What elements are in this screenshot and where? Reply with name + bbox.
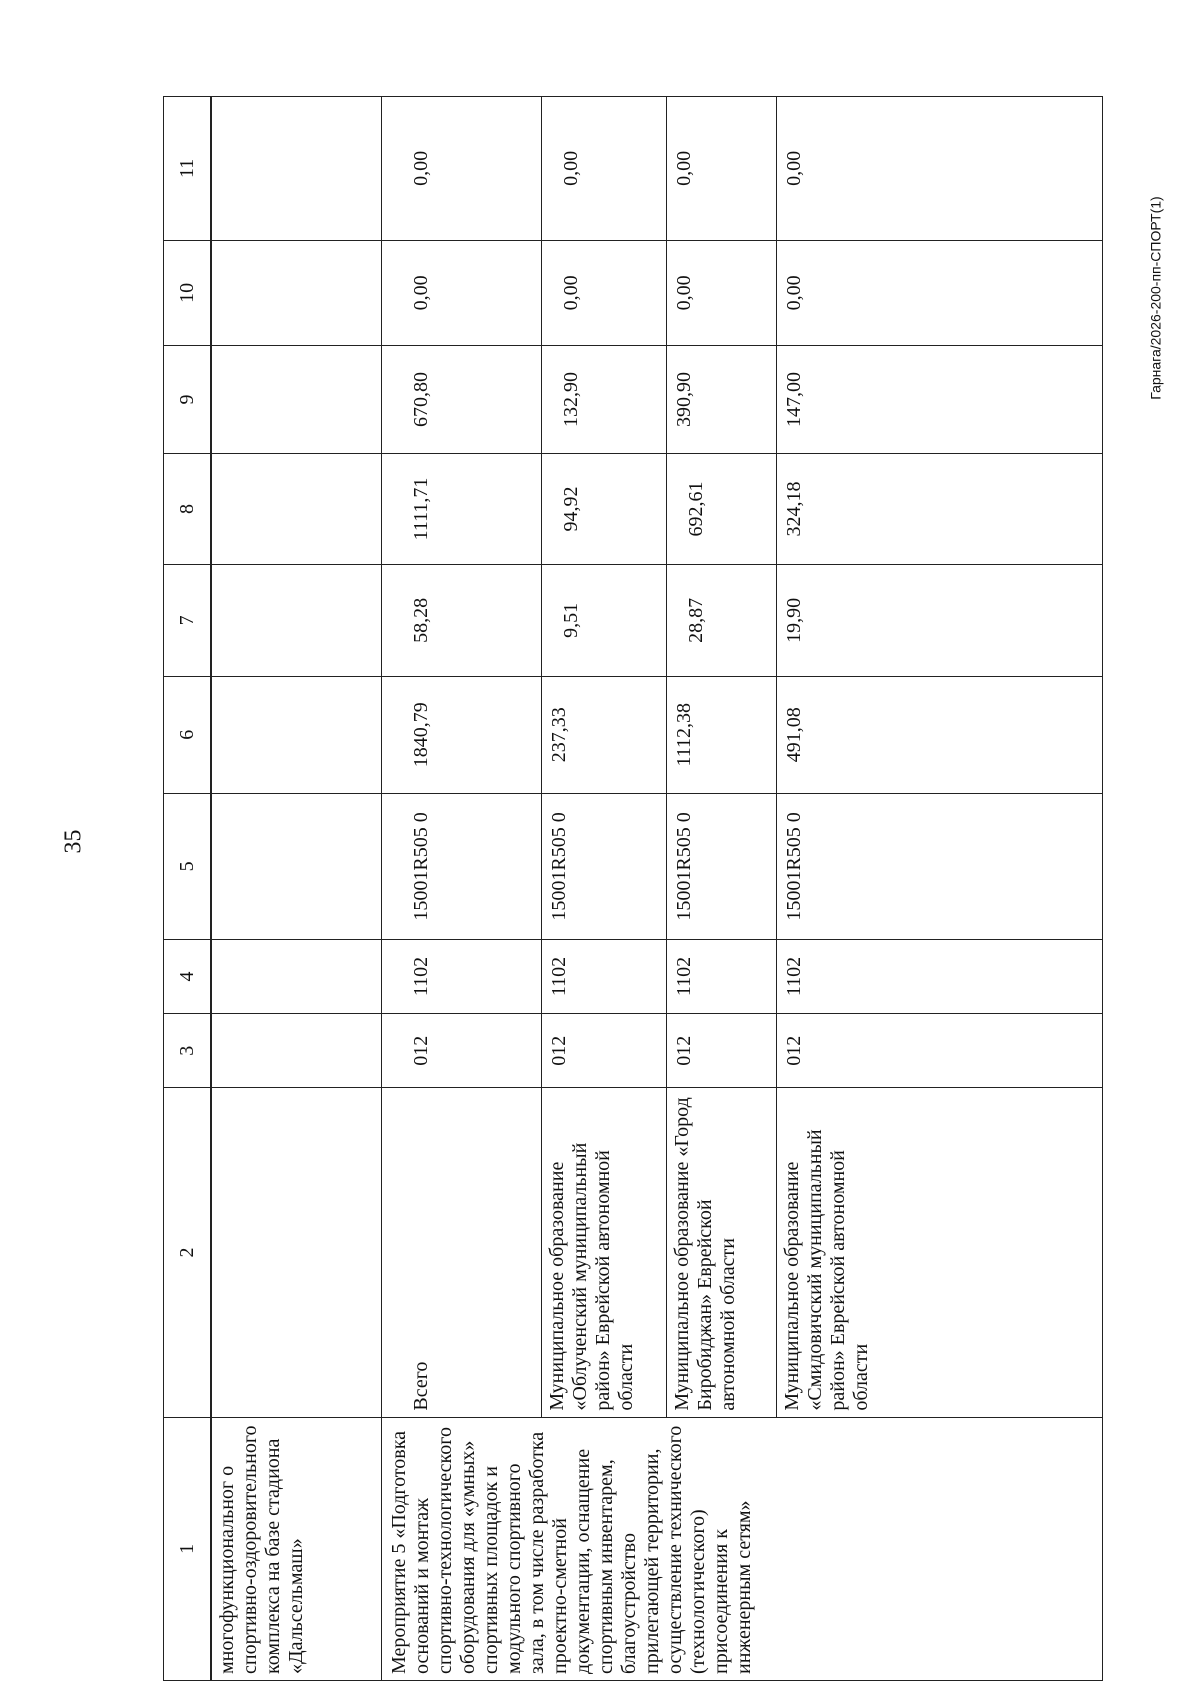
cell-value: 9,51 xyxy=(541,565,666,676)
row-name: Всего xyxy=(381,1088,541,1417)
cell-ministry: 012 xyxy=(381,1014,541,1088)
cell-target: 15001R505 0 xyxy=(381,793,541,939)
header-cell: 8 xyxy=(164,453,212,564)
document-footer: Гарнага/2026-200-пп-СПОРТ(1) xyxy=(1147,196,1164,400)
cell-value: 0,00 xyxy=(381,240,541,345)
cell-target: 15001R505 0 xyxy=(541,793,666,939)
table-row xyxy=(381,97,541,1681)
cell-value: 692,61 xyxy=(666,453,776,564)
cell-value: 58,28 xyxy=(381,565,541,676)
header-row xyxy=(164,97,212,1681)
cell-value: 0,00 xyxy=(541,240,666,345)
cell-section: 1102 xyxy=(541,939,666,1013)
cell-ministry: 012 xyxy=(776,1014,1103,1088)
cell-value: 0,00 xyxy=(381,97,541,241)
row-name: Муниципальное образование «Облученский муниципальный район» Еврейской автономной области xyxy=(541,1088,666,1417)
cell-target: 15001R505 0 xyxy=(666,793,776,939)
cell-value: 0,00 xyxy=(541,97,666,241)
header-cell: 2 xyxy=(164,1088,212,1417)
cell-value: 94,92 xyxy=(541,453,666,564)
measure-description: Мероприятие 5 «Подготовка оснований и монтаж спортивно-технологического оборудования для «умных» спортивных площадок и модульного спортивного зала, в том числе разработка проектно-сметной документации, оснащение спортивным инвентарем, благоустройство прилегающей территории, осуществление технического (технологического) присоединения к инженерным сетям» xyxy=(381,1417,1103,1680)
header-cell: 3 xyxy=(164,1014,212,1088)
header-cell: 9 xyxy=(164,346,212,454)
header-cell: 7 xyxy=(164,565,212,676)
cell-value: 19,90 xyxy=(776,565,1103,676)
header-cell: 5 xyxy=(164,793,212,939)
cell-section: 1102 xyxy=(381,939,541,1013)
cell-value: 390,90 xyxy=(666,346,776,454)
table-container xyxy=(163,96,1103,1681)
header-cell: 11 xyxy=(164,97,212,241)
cell-value: 28,87 xyxy=(666,565,776,676)
row-name: Муниципальное образование «Город Биробиджан» Еврейской автономной области xyxy=(666,1088,776,1417)
cell-value: 670,80 xyxy=(381,346,541,454)
cell-target: 15001R505 0 xyxy=(776,793,1103,939)
cell-ministry: 012 xyxy=(666,1014,776,1088)
cell-value: 0,00 xyxy=(666,240,776,345)
page-number: 35 xyxy=(60,829,87,854)
budget-table xyxy=(163,96,1103,1681)
cell-ministry: 012 xyxy=(541,1014,666,1088)
header-cell: 10 xyxy=(164,240,212,345)
cell-value: 147,00 xyxy=(776,346,1103,454)
cell-value: 324,18 xyxy=(776,453,1103,564)
cell-value: 1112,38 xyxy=(666,676,776,793)
cell-value: 0,00 xyxy=(666,97,776,241)
cell-value: 1840,79 xyxy=(381,676,541,793)
cell-value: 0,00 xyxy=(776,97,1103,241)
header-cell: 1 xyxy=(164,1417,212,1680)
continuation-row xyxy=(211,97,381,1681)
cell-section: 1102 xyxy=(776,939,1103,1013)
row-name: Муниципальное образование «Смидовичский муниципальный район» Еврейской автономной области xyxy=(776,1088,1103,1417)
cell-value: 132,90 xyxy=(541,346,666,454)
header-cell: 4 xyxy=(164,939,212,1013)
cell-value: 0,00 xyxy=(776,240,1103,345)
cell-section: 1102 xyxy=(666,939,776,1013)
cell-value: 237,33 xyxy=(541,676,666,793)
cell-value: 491,08 xyxy=(776,676,1103,793)
header-cell: 6 xyxy=(164,676,212,793)
continuation-description: многофункциональног о спортивно-оздоровительного комплекса на базе стадиона «Дальсельмаш» xyxy=(211,1417,381,1680)
cell-value: 1111,71 xyxy=(381,453,541,564)
